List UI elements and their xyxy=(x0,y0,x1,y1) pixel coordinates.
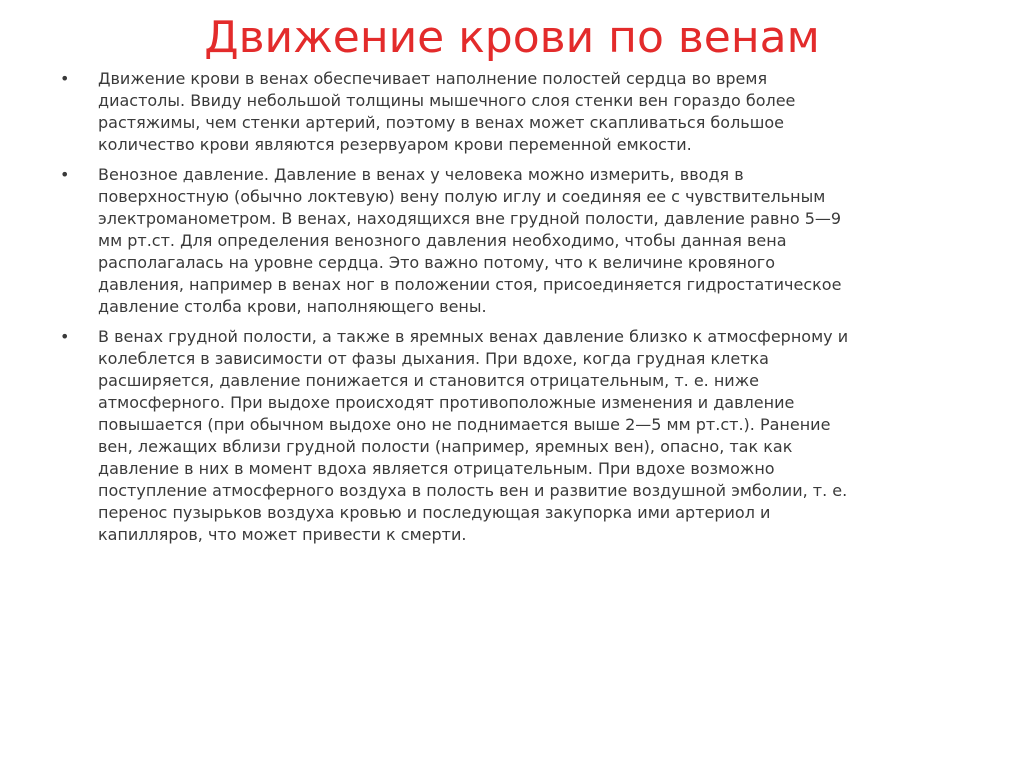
bullet-item xyxy=(60,326,960,546)
bullet-dot: • xyxy=(60,165,70,184)
bullet-item xyxy=(60,68,960,156)
bullet-dot: • xyxy=(60,69,70,88)
bullet-text: Движение крови в венах обеспечивает наполнение полостей сердца во время диастолы. Ввиду небольшой толщины мышечного слоя стенки вен гораздо более растяжимы, чем стенки артерий, поэтому в венах может скапливаться большое количество крови являются резервуаром крови переменной емкости. xyxy=(98,69,796,154)
bullet-text: Венозное давление. Давление в венах у человека можно измерить, вводя в поверхностную (обычно локтевую) вену полую иглу и соединяя ее с чувствительным электроманометром. В венах, находящихся вне грудной полости, давление равно 5—9 мм рт.ст. Для определения венозного давления необходимо, чтобы данная вена располагалась на уровне сердца. Это важно потому, что к величине кровяного давления, например в венах ног в положении стоя, присоединяется гидростатическое давление столба крови, наполняющего вены. xyxy=(98,165,842,316)
bullet-item xyxy=(60,164,960,318)
bullet-list xyxy=(60,68,960,554)
bullet-text: В венах грудной полости, а также в яремных венах давление близко к атмосферному и колеблется в зависимости от фазы дыхания. При вдохе, когда грудная клетка расширяется, давление понижается и становится отрицательным, т. е. ниже атмосферного. При выдохе происходят противоположные изменения и давление повышается (при обычном выдохе оно не поднимается выше 2—5 мм рт.ст.). Ранение вен, лежащих вблизи грудной полости (например, яремных вен), опасно, так как давление в них в момент вдоха является отрицательным. При вдохе возможно поступление атмосферного воздуха в полость вен и развитие воздушной эмболии, т. е. перенос пузырьков воздуха кровью и последующая закупорка ими артериол и капилляров, что может привести к смерти. xyxy=(98,327,849,544)
slide-title: Движение крови по венам xyxy=(204,12,820,63)
bullet-dot: • xyxy=(60,327,70,346)
